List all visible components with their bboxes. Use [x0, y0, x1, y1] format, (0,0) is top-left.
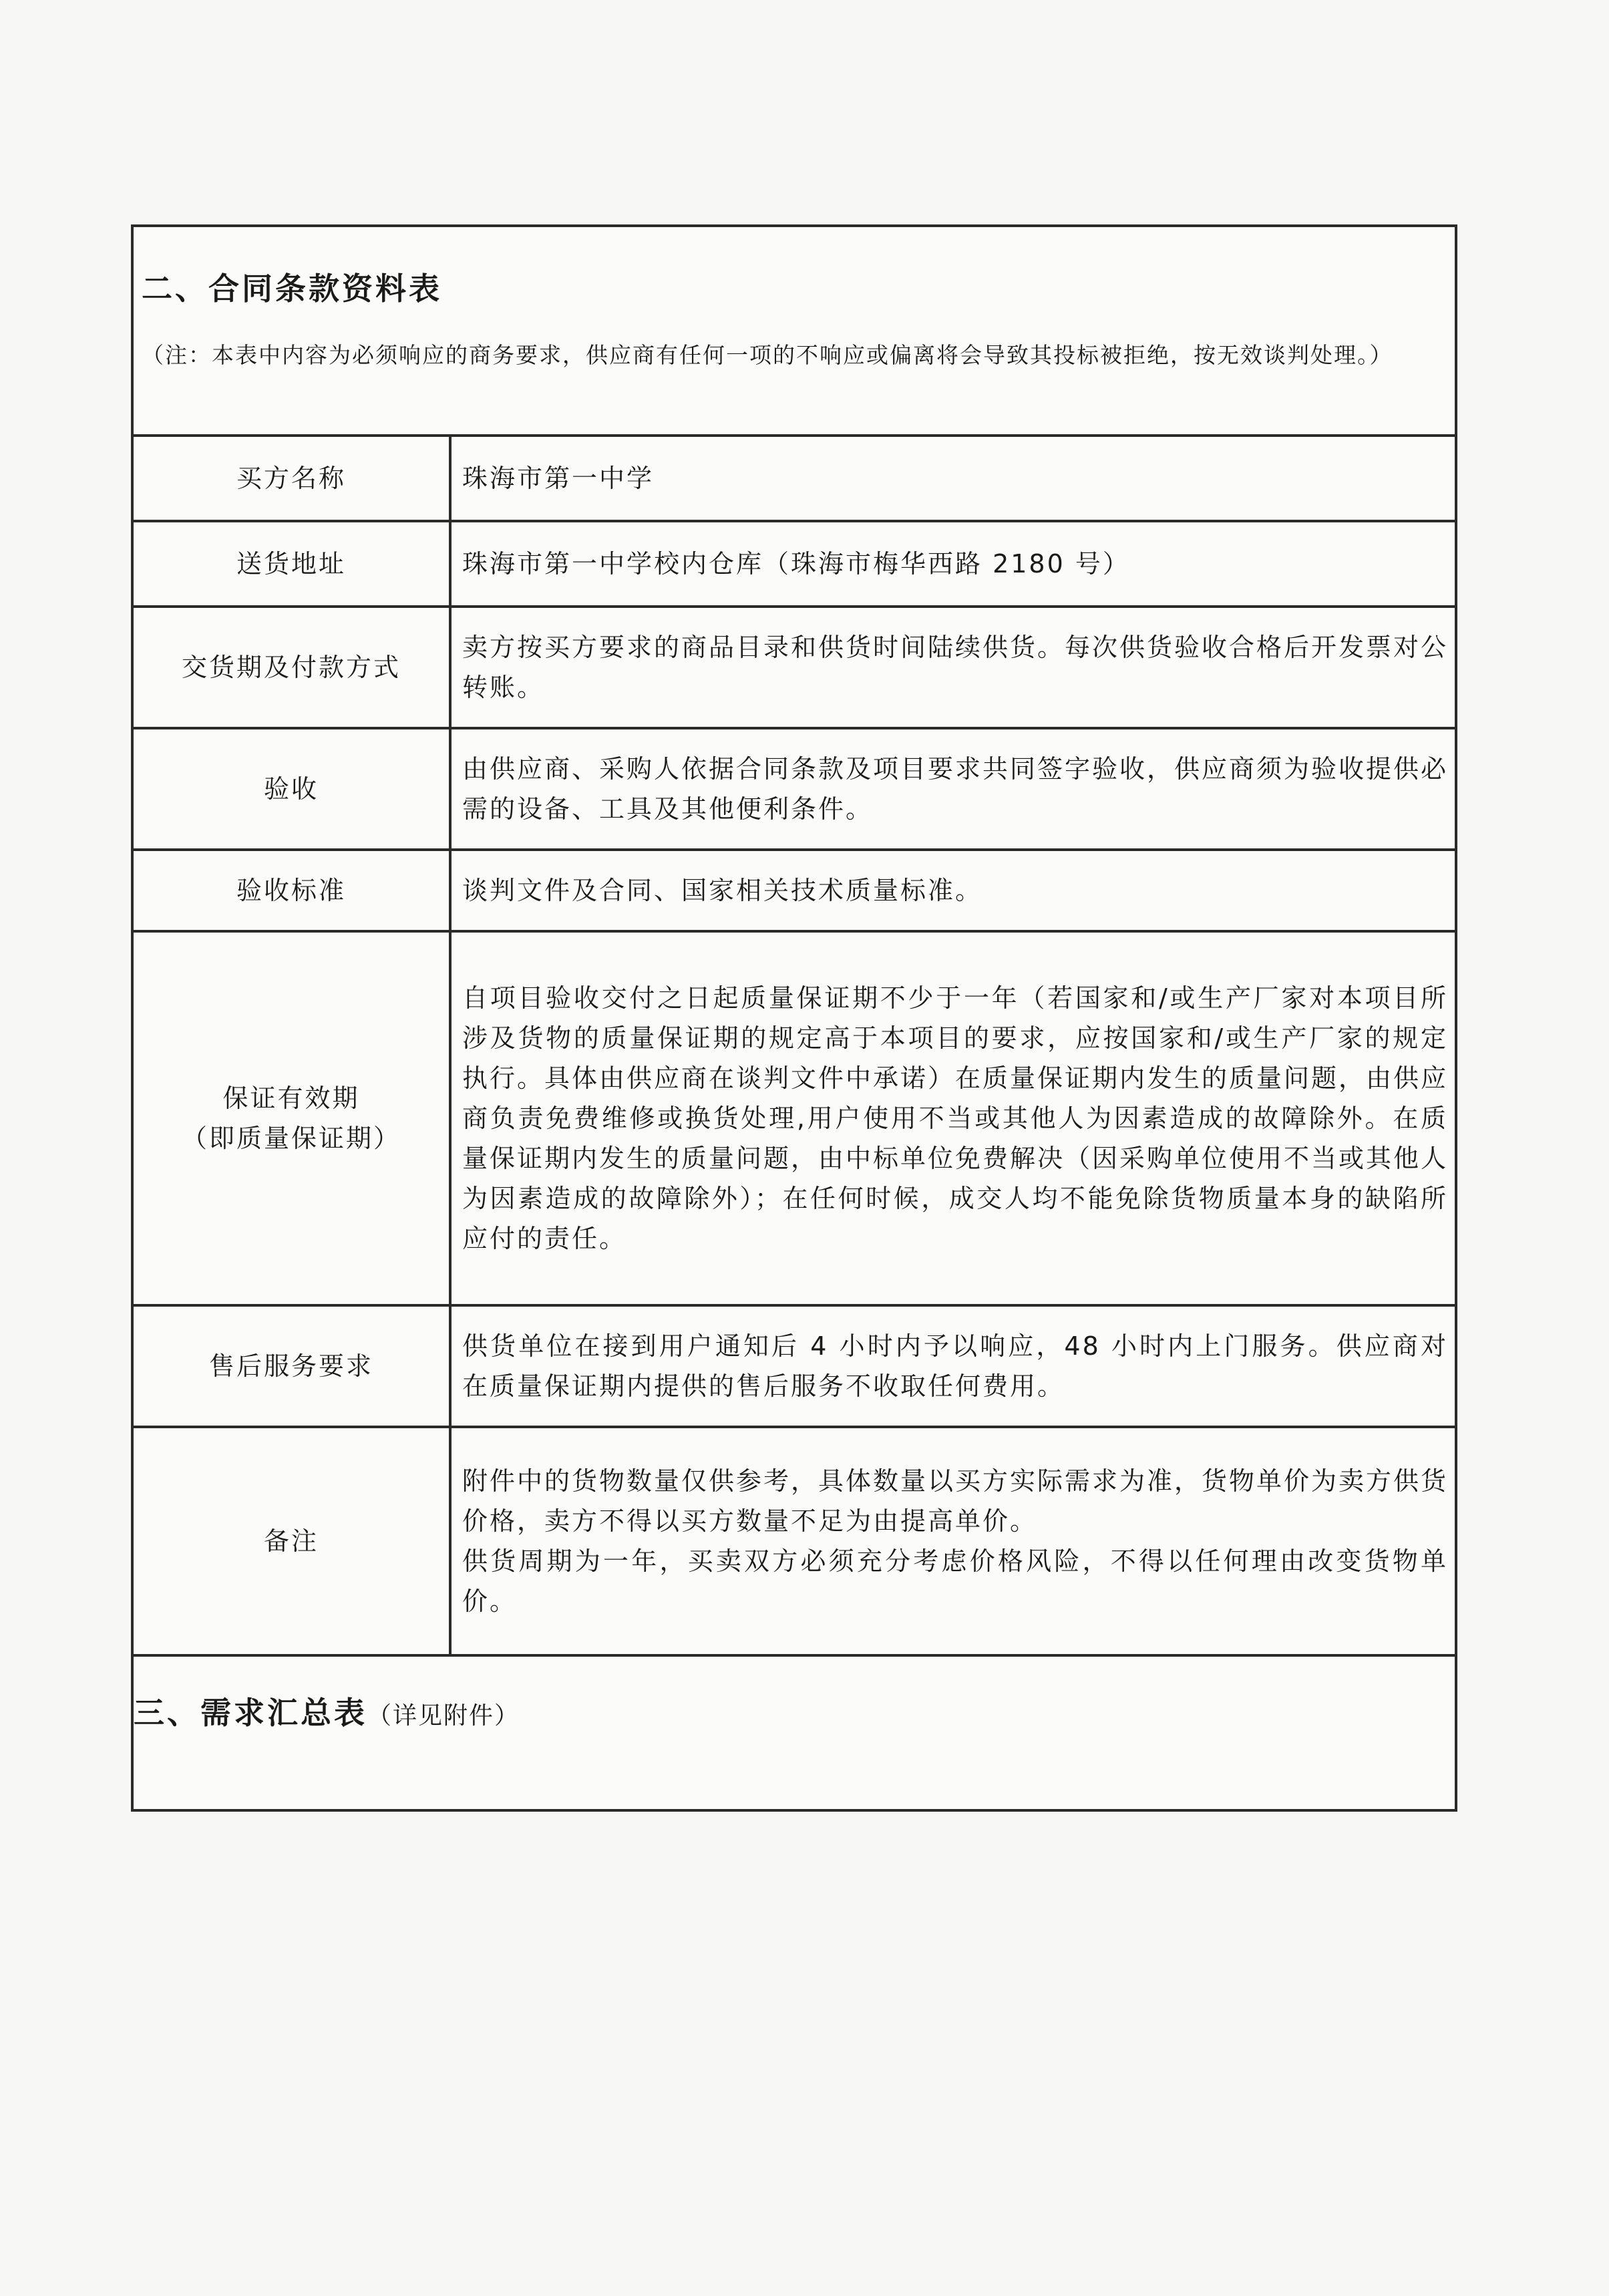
row-value-warranty: 自项目验收交付之日起质量保证期不少于一年（若国家和/或生产厂家对本项目所涉及货物的质量保证期的规定高于本项目的要求，应按国家和/或生产厂家的规定执行。具体由供应商在谈判文件中承诺）在质量保证期内发生的质量问题，由供应商负责免费维修或换货处理,用户使用不当或其他人为因素造成的故障除外。在质量保证期内发生的质量问题，由中标单位免费解决（因采购单位使用不当或其他人为因素造成的故障除外）；在任何时候，成交人均不能免除货物质量本身的缺陷所应付的责任。 [450, 931, 1455, 1305]
row-label-after-sales: 售后服务要求 [134, 1305, 450, 1427]
contract-terms-sheet [131, 224, 1457, 1812]
section-3-header [134, 1657, 1455, 1809]
section-2-note: （注：本表中内容为必须响应的商务要求，供应商有任何一项的不响应或偏离将会导致其投标被拒绝，按无效谈判处理。） [142, 342, 1393, 368]
section-2-title: 二、合同条款资料表 [142, 271, 442, 307]
table-row [134, 437, 1455, 521]
row-label-remarks: 备注 [134, 1427, 450, 1655]
warranty-label-line1: 保证有效期 [222, 1084, 360, 1113]
table-row [134, 1427, 1455, 1655]
table-row [134, 607, 1455, 728]
section-3-title: 三、需求汇总表 [134, 1695, 367, 1731]
row-label-acceptance: 验收 [134, 728, 450, 850]
contract-terms-table [134, 437, 1455, 1657]
table-row [134, 521, 1455, 607]
section-3-note: （详见附件） [367, 1702, 520, 1730]
row-label-delivery-address: 送货地址 [134, 521, 450, 607]
row-value-delivery-payment: 卖方按买方要求的商品目录和供货时间陆续供货。每次供货验收合格后开发票对公转账。 [450, 607, 1455, 728]
remarks-paragraph-2: 供货周期为一年，买卖双方必须充分考虑价格风险，不得以任何理由改变货物单价。 [462, 1546, 1448, 1616]
warranty-label-line2: （即质量保证期） [181, 1124, 401, 1153]
section-2-header [134, 227, 1455, 437]
row-value-remarks [450, 1427, 1455, 1655]
row-value-acceptance-standard: 谈判文件及合同、国家相关技术质量标准。 [450, 850, 1455, 931]
table-row [134, 1305, 1455, 1427]
remarks-paragraph-1: 附件中的货物数量仅供参考，具体数量以买方实际需求为准，货物单价为卖方供货价格，卖方不得以买方数量不足为由提高单价。 [462, 1466, 1449, 1536]
row-value-after-sales: 供货单位在接到用户通知后 4 小时内予以响应，48 小时内上门服务。供应商对在质量保证期内提供的售后服务不收取任何费用。 [450, 1305, 1455, 1427]
row-value-buyer-name: 珠海市第一中学 [450, 437, 1455, 521]
table-row [134, 728, 1455, 850]
row-value-delivery-address: 珠海市第一中学校内仓库（珠海市梅华西路 2180 号） [450, 521, 1455, 607]
table-row [134, 931, 1455, 1305]
row-value-acceptance: 由供应商、采购人依据合同条款及项目要求共同签字验收，供应商须为验收提供必需的设备、工具及其他便利条件。 [450, 728, 1455, 850]
row-label-acceptance-standard: 验收标准 [134, 850, 450, 931]
row-label-warranty [134, 931, 450, 1305]
row-label-delivery-payment: 交货期及付款方式 [134, 607, 450, 728]
row-label-buyer-name: 买方名称 [134, 437, 450, 521]
table-row [134, 850, 1455, 931]
